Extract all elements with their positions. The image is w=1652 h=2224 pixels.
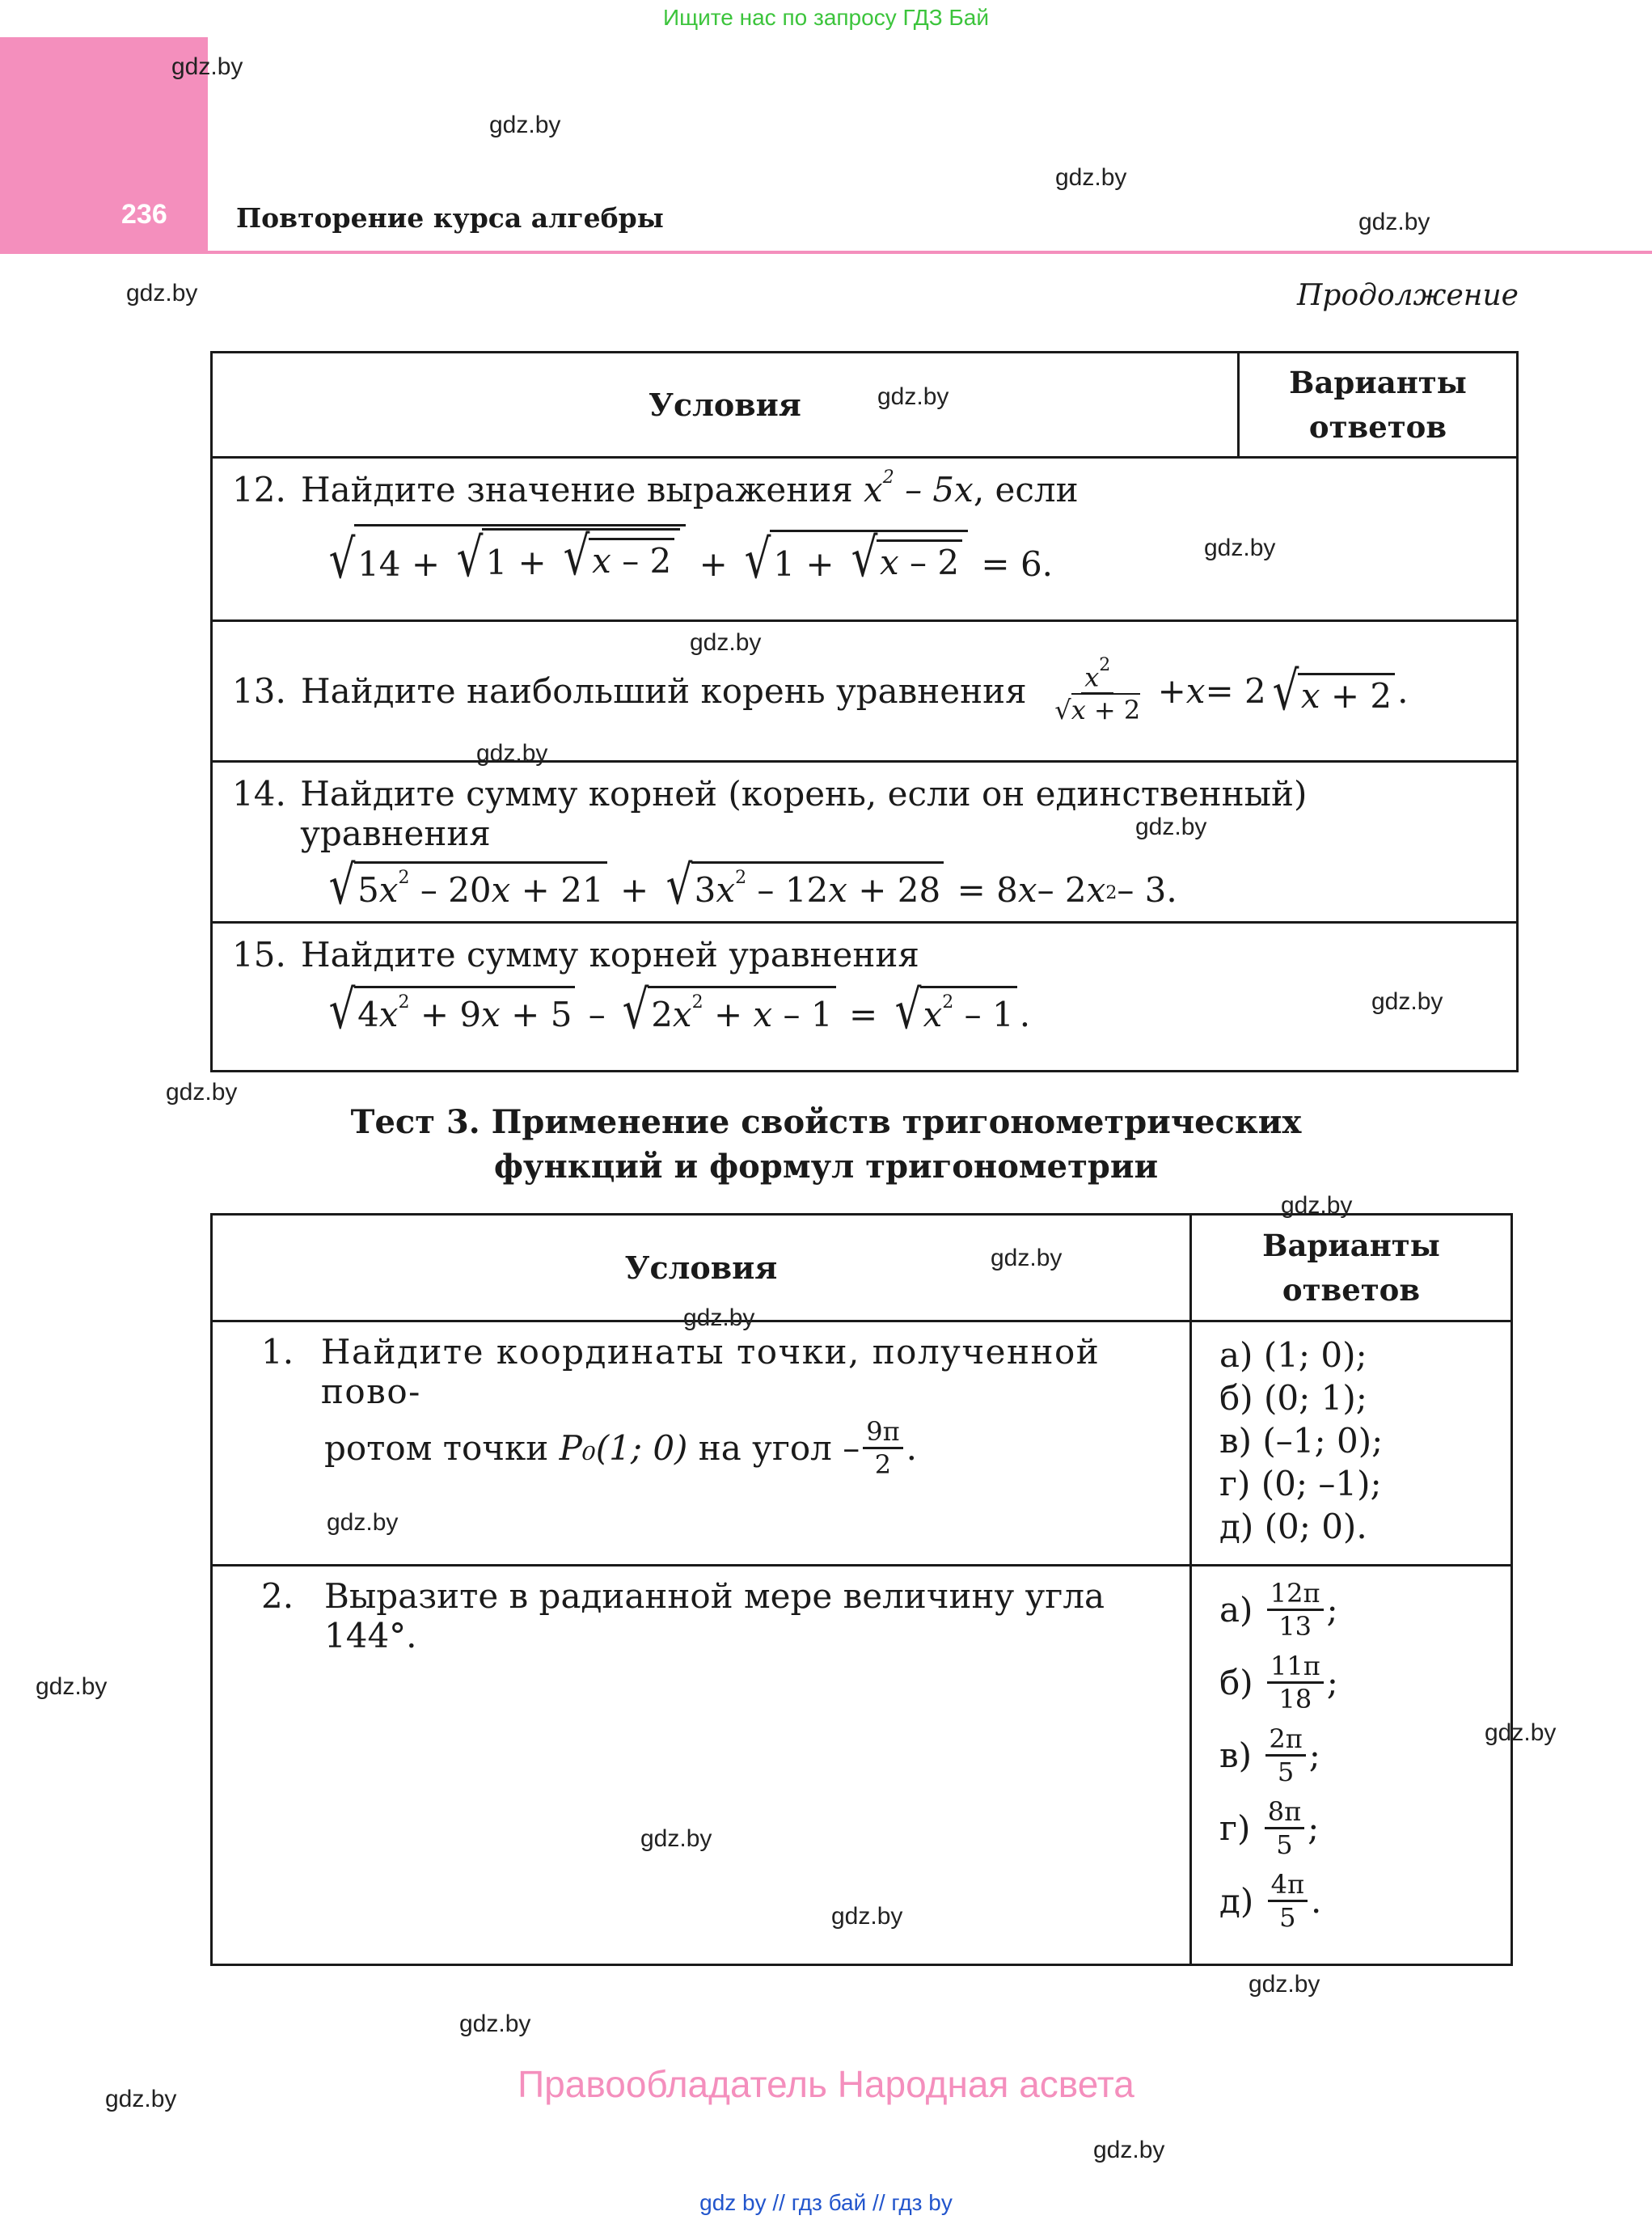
running-head: Повторение курса алгебры xyxy=(236,202,664,234)
watermark: gdz.by xyxy=(640,1825,712,1852)
page-number: 236 xyxy=(121,199,167,230)
task-text-line2: ротом точки P₀(1; 0) на угол – $\frac{9\pi}{2}$ . xyxy=(324,1416,917,1480)
task-text-line2: 144°. xyxy=(324,1616,417,1655)
task-text: Найдите координаты точки, полученной пово- xyxy=(320,1332,1101,1411)
point-label: P₀(1; 0) xyxy=(559,1428,688,1468)
task-equation: √ $4x^2 + 9x + 5$ – √ $2x^2 + x - 1$ = √ $x^2 - 1$ . xyxy=(328,979,1031,1041)
task-number: 14. xyxy=(232,774,286,814)
test3-task-row-1 xyxy=(212,1321,1512,1566)
watermark: gdz.by xyxy=(1204,535,1276,561)
task-text-suffix: , если xyxy=(973,470,1079,509)
watermark: gdz.by xyxy=(126,280,198,307)
answer-option[interactable]: д) (0; 0). xyxy=(1219,1507,1367,1546)
watermark: gdz.by xyxy=(1093,2137,1165,2163)
watermark: gdz.by xyxy=(1055,164,1127,191)
task-cell xyxy=(212,458,1518,621)
continuation-label: Продолжение xyxy=(1297,279,1519,312)
watermark: gdz.by xyxy=(991,1245,1063,1271)
task-number: 12. xyxy=(232,470,286,509)
answer-option[interactable]: г) (0; –1); xyxy=(1219,1464,1382,1503)
watermark: gdz.by xyxy=(476,740,548,767)
answer-option[interactable]: в) $\frac{2\pi}{5}$ ; xyxy=(1219,1723,1320,1787)
watermark: gdz.by xyxy=(877,383,949,410)
task-number: 15. xyxy=(232,935,286,975)
watermark: gdz.by xyxy=(1371,988,1443,1015)
task-text: Найдите наибольший корень уравнения xyxy=(301,671,1027,711)
table-continued xyxy=(210,351,1519,1072)
footer-links[interactable]: gdz by // гдз бай // гдз by xyxy=(699,2190,953,2215)
task-cell xyxy=(212,762,1518,923)
task-equation: √ 14 + √ 1 + √ x – 2 + √ 1 + √ x – 2 = 6. xyxy=(328,525,1054,590)
table-header-row xyxy=(212,1215,1512,1321)
answer-option[interactable]: в) (–1; 0); xyxy=(1219,1421,1384,1461)
header-divider xyxy=(0,251,1652,254)
task-cell xyxy=(212,923,1518,1072)
watermark: gdz.by xyxy=(1485,1719,1557,1746)
task-equation: $\frac{x^2}{√x + 2}$ + x = 2 √ x + 2 . xyxy=(1054,654,1409,726)
task-cell xyxy=(212,1566,1191,1965)
angle-fraction: $\frac{9\pi}{2}$ xyxy=(863,1416,902,1480)
task-text: Найдите сумму корней (корень, если он единственный) уравнения xyxy=(300,774,1308,853)
task-number: 2. xyxy=(261,1576,294,1616)
copyright-notice: Правообладатель Народная асвета xyxy=(518,2063,1134,2105)
watermark: gdz.by xyxy=(489,112,561,138)
task-row-13 xyxy=(212,621,1518,762)
task-text: Найдите сумму корней уравнения xyxy=(301,935,919,975)
answers-cell xyxy=(1191,1321,1512,1566)
task-row-14 xyxy=(212,762,1518,923)
answer-option[interactable]: а) (1; 0); xyxy=(1219,1335,1367,1375)
top-banner[interactable]: Ищите нас по запросу ГДЗ Бай xyxy=(662,5,990,30)
col-conditions: Условия xyxy=(212,1215,1191,1321)
task-row-15 xyxy=(212,923,1518,1072)
col-conditions: Условия xyxy=(212,353,1239,458)
watermark: gdz.by xyxy=(1281,1192,1353,1219)
task-cell xyxy=(212,621,1518,762)
watermark: gdz.by xyxy=(1358,209,1430,235)
answer-option[interactable]: г) $\frac{8\pi}{5}$ ; xyxy=(1219,1795,1320,1860)
watermark: gdz.by xyxy=(1135,814,1207,840)
test3-title: Тест 3. Применение свойств тригонометрических функций и формул тригонометрии xyxy=(350,1103,1302,1186)
test3-table xyxy=(210,1213,1513,1966)
task-text: Выразите в радианной мере величину угла xyxy=(324,1576,1105,1616)
watermark: gdz.by xyxy=(1249,1971,1320,1998)
task-equation: √ $5x^2 - 20x + 21$ + √ $3x^2 - 12x + 28$ = 8 x – 2 x $^2$ – 3. xyxy=(328,854,1177,916)
col-answers: Варианты ответов xyxy=(1191,1215,1512,1321)
answer-option[interactable]: а) $\frac{12\pi}{13}$ ; xyxy=(1219,1577,1338,1642)
answer-option[interactable]: б) $\frac{11\pi}{18}$ ; xyxy=(1219,1650,1338,1715)
watermark: gdz.by xyxy=(36,1673,108,1700)
watermark: gdz.by xyxy=(459,2010,531,2037)
task-row-12 xyxy=(212,458,1518,621)
table-header-row xyxy=(212,353,1518,458)
task-number: 1. xyxy=(261,1332,294,1372)
answer-option[interactable]: б) (0; 1); xyxy=(1219,1378,1367,1418)
task-expression: $x^2 - 5x$ xyxy=(864,467,974,509)
col-answers: Варианты ответов xyxy=(1239,353,1518,458)
watermark: gdz.by xyxy=(327,1509,399,1536)
watermark: gdz.by xyxy=(690,629,762,656)
watermark: gdz.by xyxy=(105,2086,177,2112)
answers-cell xyxy=(1191,1566,1512,1965)
watermark: gdz.by xyxy=(683,1304,755,1331)
answer-option[interactable]: д) $\frac{4\pi}{5}$ . xyxy=(1219,1868,1322,1933)
watermark: gdz.by xyxy=(166,1079,238,1106)
task-text: Найдите значение выражения xyxy=(301,470,853,509)
task-number: 13. xyxy=(232,671,286,711)
watermark: gdz.by xyxy=(171,53,243,80)
watermark: gdz.by xyxy=(831,1903,903,1930)
